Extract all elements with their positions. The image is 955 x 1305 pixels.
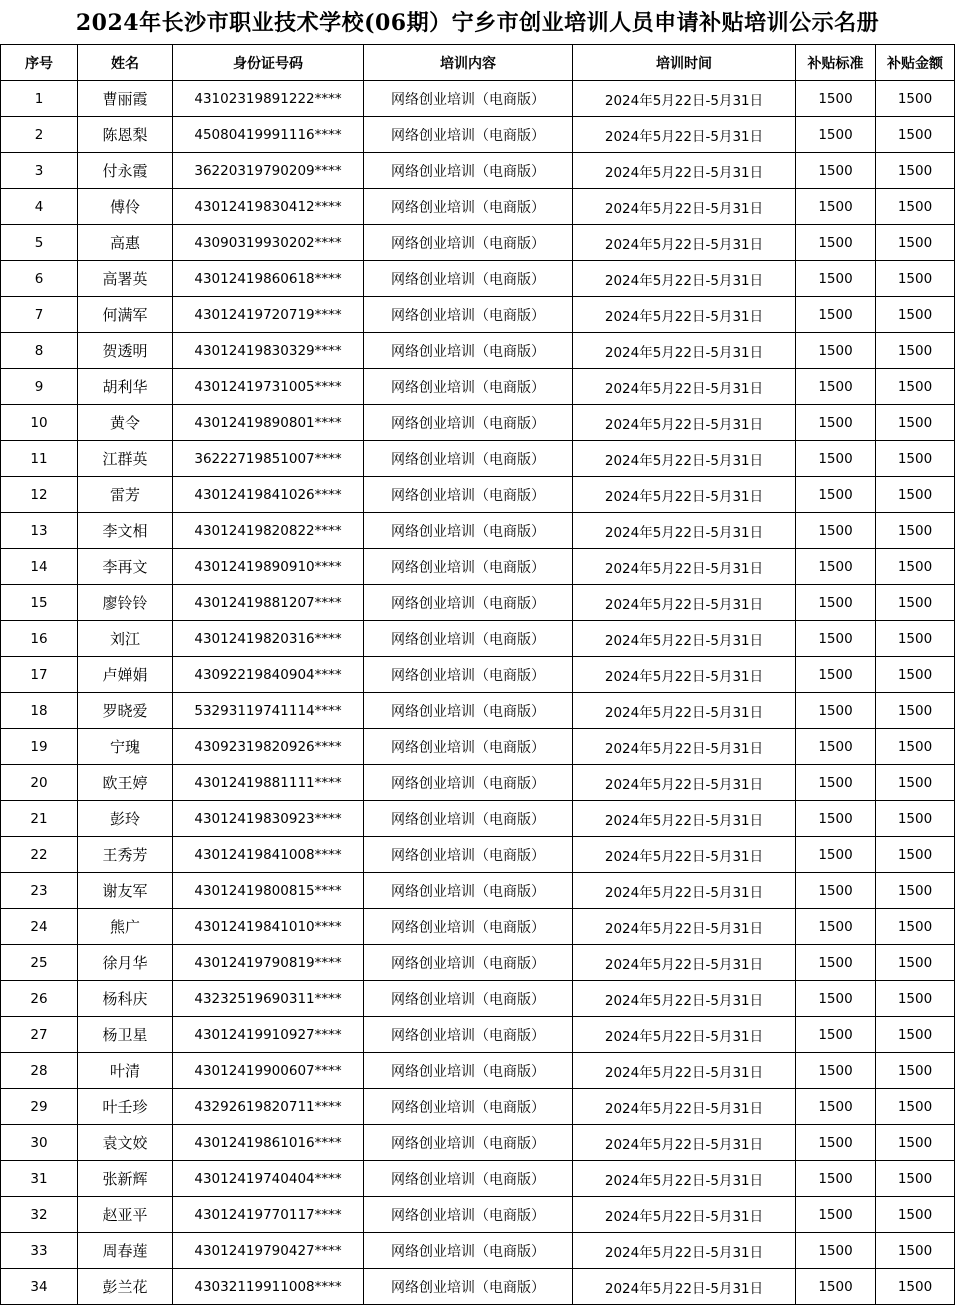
cell-seq: 22 (1, 837, 78, 873)
table-row (1, 693, 955, 729)
cell-subsidy-amount: 1500 (876, 513, 955, 549)
cell-id-number: 43012419800815**** (173, 873, 364, 909)
cell-training-time: 2024年5月22日-5月31日 (573, 1269, 796, 1305)
cell-subsidy-amount: 1500 (876, 945, 955, 981)
cell-subsidy-standard: 1500 (796, 1089, 876, 1125)
cell-subsidy-standard: 1500 (796, 981, 876, 1017)
cell-training-time: 2024年5月22日-5月31日 (573, 513, 796, 549)
cell-seq: 23 (1, 873, 78, 909)
table-row (1, 297, 955, 333)
cell-name: 曹丽霞 (78, 81, 173, 117)
cell-id-number: 43012419881111**** (173, 765, 364, 801)
cell-subsidy-amount: 1500 (876, 1233, 955, 1269)
cell-training-content: 网络创业培训（电商版） (364, 1089, 573, 1125)
cell-seq: 16 (1, 621, 78, 657)
cell-name: 熊广 (78, 909, 173, 945)
table-row (1, 1161, 955, 1197)
cell-training-content: 网络创业培训（电商版） (364, 225, 573, 261)
cell-name: 江群英 (78, 441, 173, 477)
cell-subsidy-standard: 1500 (796, 297, 876, 333)
cell-training-time: 2024年5月22日-5月31日 (573, 1197, 796, 1233)
cell-subsidy-amount: 1500 (876, 1269, 955, 1305)
cell-name: 何满军 (78, 297, 173, 333)
cell-name: 高署英 (78, 261, 173, 297)
table-row (1, 81, 955, 117)
cell-training-content: 网络创业培训（电商版） (364, 513, 573, 549)
cell-seq: 32 (1, 1197, 78, 1233)
cell-subsidy-standard: 1500 (796, 189, 876, 225)
cell-subsidy-standard: 1500 (796, 513, 876, 549)
cell-training-content: 网络创业培训（电商版） (364, 873, 573, 909)
cell-training-content: 网络创业培训（电商版） (364, 837, 573, 873)
table-row (1, 909, 955, 945)
cell-seq: 18 (1, 693, 78, 729)
cell-subsidy-amount: 1500 (876, 117, 955, 153)
cell-training-time: 2024年5月22日-5月31日 (573, 261, 796, 297)
cell-training-time: 2024年5月22日-5月31日 (573, 657, 796, 693)
cell-id-number: 53293119741114**** (173, 693, 364, 729)
cell-subsidy-amount: 1500 (876, 981, 955, 1017)
table-row (1, 549, 955, 585)
cell-subsidy-amount: 1500 (876, 441, 955, 477)
cell-subsidy-standard: 1500 (796, 1017, 876, 1053)
cell-subsidy-standard: 1500 (796, 549, 876, 585)
table-row (1, 657, 955, 693)
cell-subsidy-amount: 1500 (876, 1053, 955, 1089)
table-row (1, 225, 955, 261)
cell-name: 贺透明 (78, 333, 173, 369)
cell-id-number: 43012419841010**** (173, 909, 364, 945)
table-row (1, 369, 955, 405)
table-row (1, 621, 955, 657)
cell-seq: 29 (1, 1089, 78, 1125)
cell-seq: 4 (1, 189, 78, 225)
cell-name: 赵亚平 (78, 1197, 173, 1233)
cell-training-content: 网络创业培训（电商版） (364, 945, 573, 981)
cell-subsidy-amount: 1500 (876, 297, 955, 333)
cell-training-time: 2024年5月22日-5月31日 (573, 873, 796, 909)
cell-subsidy-standard: 1500 (796, 801, 876, 837)
table-row (1, 873, 955, 909)
cell-training-time: 2024年5月22日-5月31日 (573, 1053, 796, 1089)
cell-training-time: 2024年5月22日-5月31日 (573, 549, 796, 585)
cell-seq: 10 (1, 405, 78, 441)
table-row (1, 477, 955, 513)
cell-name: 李文相 (78, 513, 173, 549)
cell-seq: 33 (1, 1233, 78, 1269)
cell-training-time: 2024年5月22日-5月31日 (573, 405, 796, 441)
cell-seq: 7 (1, 297, 78, 333)
cell-subsidy-standard: 1500 (796, 369, 876, 405)
cell-training-content: 网络创业培训（电商版） (364, 153, 573, 189)
cell-name: 付永霞 (78, 153, 173, 189)
cell-training-time: 2024年5月22日-5月31日 (573, 729, 796, 765)
cell-training-time: 2024年5月22日-5月31日 (573, 117, 796, 153)
cell-id-number: 43090319930202**** (173, 225, 364, 261)
cell-id-number: 43012419790819**** (173, 945, 364, 981)
cell-subsidy-standard: 1500 (796, 81, 876, 117)
table-row (1, 405, 955, 441)
table-row (1, 117, 955, 153)
cell-name: 卢婵娟 (78, 657, 173, 693)
table-row (1, 261, 955, 297)
table-row (1, 513, 955, 549)
cell-training-content: 网络创业培训（电商版） (364, 1053, 573, 1089)
cell-training-time: 2024年5月22日-5月31日 (573, 801, 796, 837)
header-seq: 序号 (1, 45, 78, 81)
cell-subsidy-standard: 1500 (796, 765, 876, 801)
cell-seq: 13 (1, 513, 78, 549)
cell-training-content: 网络创业培训（电商版） (364, 261, 573, 297)
cell-subsidy-standard: 1500 (796, 1161, 876, 1197)
cell-subsidy-standard: 1500 (796, 873, 876, 909)
cell-training-time: 2024年5月22日-5月31日 (573, 225, 796, 261)
cell-training-time: 2024年5月22日-5月31日 (573, 153, 796, 189)
cell-training-content: 网络创业培训（电商版） (364, 765, 573, 801)
cell-seq: 15 (1, 585, 78, 621)
cell-training-time: 2024年5月22日-5月31日 (573, 81, 796, 117)
cell-name: 李再文 (78, 549, 173, 585)
cell-seq: 28 (1, 1053, 78, 1089)
cell-name: 黄令 (78, 405, 173, 441)
cell-id-number: 43012419820316**** (173, 621, 364, 657)
cell-seq: 9 (1, 369, 78, 405)
cell-subsidy-amount: 1500 (876, 693, 955, 729)
cell-name: 宁瑰 (78, 729, 173, 765)
cell-name: 雷芳 (78, 477, 173, 513)
cell-id-number: 43012419790427**** (173, 1233, 364, 1269)
header-subsidy-standard: 补贴标准 (796, 45, 876, 81)
cell-subsidy-standard: 1500 (796, 1197, 876, 1233)
cell-id-number: 43012419890801**** (173, 405, 364, 441)
cell-training-content: 网络创业培训（电商版） (364, 1125, 573, 1161)
cell-training-content: 网络创业培训（电商版） (364, 657, 573, 693)
cell-id-number: 36220319790209**** (173, 153, 364, 189)
header-subsidy-amount: 补贴金额 (876, 45, 955, 81)
cell-id-number: 43012419731005**** (173, 369, 364, 405)
cell-training-content: 网络创业培训（电商版） (364, 297, 573, 333)
cell-seq: 11 (1, 441, 78, 477)
cell-training-time: 2024年5月22日-5月31日 (573, 621, 796, 657)
cell-id-number: 43232519690311**** (173, 981, 364, 1017)
table-row (1, 729, 955, 765)
cell-training-time: 2024年5月22日-5月31日 (573, 981, 796, 1017)
cell-seq: 21 (1, 801, 78, 837)
cell-name: 张新辉 (78, 1161, 173, 1197)
cell-name: 刘江 (78, 621, 173, 657)
cell-training-time: 2024年5月22日-5月31日 (573, 1089, 796, 1125)
cell-id-number: 36222719851007**** (173, 441, 364, 477)
table-row (1, 153, 955, 189)
cell-subsidy-amount: 1500 (876, 1017, 955, 1053)
cell-training-content: 网络创业培训（电商版） (364, 117, 573, 153)
cell-id-number: 43012419770117**** (173, 1197, 364, 1233)
cell-id-number: 43092319820926**** (173, 729, 364, 765)
cell-seq: 2 (1, 117, 78, 153)
cell-subsidy-amount: 1500 (876, 1161, 955, 1197)
cell-name: 王秀芳 (78, 837, 173, 873)
cell-subsidy-amount: 1500 (876, 801, 955, 837)
cell-name: 袁文姣 (78, 1125, 173, 1161)
header-name: 姓名 (78, 45, 173, 81)
cell-subsidy-amount: 1500 (876, 729, 955, 765)
cell-training-content: 网络创业培训（电商版） (364, 333, 573, 369)
cell-subsidy-amount: 1500 (876, 369, 955, 405)
cell-name: 徐月华 (78, 945, 173, 981)
header-id-number: 身份证号码 (173, 45, 364, 81)
cell-seq: 26 (1, 981, 78, 1017)
cell-name: 彭兰花 (78, 1269, 173, 1305)
cell-id-number: 43092219840904**** (173, 657, 364, 693)
cell-training-content: 网络创业培训（电商版） (364, 1017, 573, 1053)
cell-subsidy-standard: 1500 (796, 729, 876, 765)
cell-training-content: 网络创业培训（电商版） (364, 621, 573, 657)
cell-training-time: 2024年5月22日-5月31日 (573, 1161, 796, 1197)
cell-training-content: 网络创业培训（电商版） (364, 1197, 573, 1233)
cell-name: 周春莲 (78, 1233, 173, 1269)
cell-training-time: 2024年5月22日-5月31日 (573, 189, 796, 225)
cell-training-content: 网络创业培训（电商版） (364, 549, 573, 585)
cell-subsidy-standard: 1500 (796, 1125, 876, 1161)
table-row (1, 1269, 955, 1305)
cell-training-content: 网络创业培训（电商版） (364, 189, 573, 225)
cell-seq: 1 (1, 81, 78, 117)
cell-id-number: 43012419830329**** (173, 333, 364, 369)
cell-subsidy-amount: 1500 (876, 261, 955, 297)
cell-subsidy-amount: 1500 (876, 1197, 955, 1233)
cell-id-number: 43012419740404**** (173, 1161, 364, 1197)
table-row (1, 801, 955, 837)
cell-subsidy-standard: 1500 (796, 657, 876, 693)
cell-subsidy-standard: 1500 (796, 945, 876, 981)
table-row (1, 585, 955, 621)
cell-seq: 27 (1, 1017, 78, 1053)
cell-name: 陈恩梨 (78, 117, 173, 153)
cell-training-time: 2024年5月22日-5月31日 (573, 765, 796, 801)
cell-id-number: 43012419720719**** (173, 297, 364, 333)
cell-training-content: 网络创业培训（电商版） (364, 1269, 573, 1305)
cell-seq: 24 (1, 909, 78, 945)
cell-subsidy-standard: 1500 (796, 117, 876, 153)
cell-subsidy-standard: 1500 (796, 333, 876, 369)
cell-training-content: 网络创业培训（电商版） (364, 1161, 573, 1197)
cell-id-number: 43012419860618**** (173, 261, 364, 297)
cell-training-content: 网络创业培训（电商版） (364, 729, 573, 765)
cell-training-content: 网络创业培训（电商版） (364, 909, 573, 945)
cell-subsidy-amount: 1500 (876, 225, 955, 261)
cell-id-number: 43012419890910**** (173, 549, 364, 585)
subsidy-table (0, 44, 955, 1305)
cell-seq: 19 (1, 729, 78, 765)
cell-id-number: 43012419861016**** (173, 1125, 364, 1161)
cell-training-time: 2024年5月22日-5月31日 (573, 585, 796, 621)
cell-training-time: 2024年5月22日-5月31日 (573, 1233, 796, 1269)
table-row (1, 765, 955, 801)
cell-id-number: 43012419910927**** (173, 1017, 364, 1053)
cell-subsidy-amount: 1500 (876, 765, 955, 801)
cell-id-number: 43102319891222**** (173, 81, 364, 117)
cell-name: 叶壬珍 (78, 1089, 173, 1125)
cell-subsidy-amount: 1500 (876, 873, 955, 909)
cell-name: 谢友军 (78, 873, 173, 909)
cell-subsidy-standard: 1500 (796, 1053, 876, 1089)
cell-seq: 17 (1, 657, 78, 693)
cell-name: 罗晓爱 (78, 693, 173, 729)
table-row (1, 189, 955, 225)
cell-id-number: 43012419900607**** (173, 1053, 364, 1089)
cell-training-content: 网络创业培训（电商版） (364, 693, 573, 729)
cell-seq: 20 (1, 765, 78, 801)
table-row (1, 981, 955, 1017)
cell-subsidy-amount: 1500 (876, 837, 955, 873)
cell-subsidy-amount: 1500 (876, 1089, 955, 1125)
cell-subsidy-standard: 1500 (796, 1269, 876, 1305)
cell-id-number: 43292619820711**** (173, 1089, 364, 1125)
cell-seq: 8 (1, 333, 78, 369)
cell-training-content: 网络创业培训（电商版） (364, 81, 573, 117)
cell-training-content: 网络创业培训（电商版） (364, 1233, 573, 1269)
table-row (1, 1197, 955, 1233)
cell-training-content: 网络创业培训（电商版） (364, 801, 573, 837)
cell-seq: 6 (1, 261, 78, 297)
cell-id-number: 43012419830923**** (173, 801, 364, 837)
cell-subsidy-amount: 1500 (876, 549, 955, 585)
cell-training-time: 2024年5月22日-5月31日 (573, 693, 796, 729)
cell-name: 傅伶 (78, 189, 173, 225)
cell-subsidy-amount: 1500 (876, 621, 955, 657)
cell-training-time: 2024年5月22日-5月31日 (573, 1017, 796, 1053)
cell-subsidy-amount: 1500 (876, 585, 955, 621)
cell-training-content: 网络创业培训（电商版） (364, 585, 573, 621)
table-row (1, 1125, 955, 1161)
cell-training-content: 网络创业培训（电商版） (364, 441, 573, 477)
cell-subsidy-amount: 1500 (876, 1125, 955, 1161)
table-row (1, 1233, 955, 1269)
cell-subsidy-standard: 1500 (796, 225, 876, 261)
cell-name: 胡利华 (78, 369, 173, 405)
cell-subsidy-standard: 1500 (796, 441, 876, 477)
cell-training-content: 网络创业培训（电商版） (364, 981, 573, 1017)
cell-training-time: 2024年5月22日-5月31日 (573, 837, 796, 873)
cell-subsidy-amount: 1500 (876, 477, 955, 513)
cell-training-content: 网络创业培训（电商版） (364, 405, 573, 441)
cell-seq: 34 (1, 1269, 78, 1305)
cell-training-time: 2024年5月22日-5月31日 (573, 1125, 796, 1161)
cell-subsidy-amount: 1500 (876, 657, 955, 693)
header-row (1, 45, 955, 81)
cell-training-content: 网络创业培训（电商版） (364, 369, 573, 405)
cell-subsidy-amount: 1500 (876, 81, 955, 117)
cell-id-number: 43012419881207**** (173, 585, 364, 621)
cell-subsidy-amount: 1500 (876, 333, 955, 369)
cell-subsidy-standard: 1500 (796, 585, 876, 621)
table-row (1, 1017, 955, 1053)
table-row (1, 1053, 955, 1089)
cell-subsidy-standard: 1500 (796, 621, 876, 657)
cell-subsidy-standard: 1500 (796, 837, 876, 873)
cell-subsidy-standard: 1500 (796, 909, 876, 945)
cell-training-content: 网络创业培训（电商版） (364, 477, 573, 513)
cell-id-number: 43012419841008**** (173, 837, 364, 873)
cell-seq: 25 (1, 945, 78, 981)
cell-subsidy-standard: 1500 (796, 1233, 876, 1269)
table-row (1, 441, 955, 477)
cell-name: 欧王婷 (78, 765, 173, 801)
cell-seq: 12 (1, 477, 78, 513)
cell-seq: 31 (1, 1161, 78, 1197)
cell-subsidy-standard: 1500 (796, 693, 876, 729)
cell-training-time: 2024年5月22日-5月31日 (573, 477, 796, 513)
cell-seq: 14 (1, 549, 78, 585)
cell-name: 杨科庆 (78, 981, 173, 1017)
table-row (1, 945, 955, 981)
cell-training-time: 2024年5月22日-5月31日 (573, 909, 796, 945)
cell-id-number: 43012419820822**** (173, 513, 364, 549)
cell-id-number: 45080419991116**** (173, 117, 364, 153)
cell-id-number: 43032119911008**** (173, 1269, 364, 1305)
cell-subsidy-amount: 1500 (876, 153, 955, 189)
cell-subsidy-standard: 1500 (796, 153, 876, 189)
page-title: 2024年长沙市职业技术学校(06期）宁乡市创业培训人员申请补贴培训公示名册 (75, 10, 880, 36)
cell-subsidy-standard: 1500 (796, 477, 876, 513)
cell-training-time: 2024年5月22日-5月31日 (573, 441, 796, 477)
cell-seq: 30 (1, 1125, 78, 1161)
cell-subsidy-standard: 1500 (796, 261, 876, 297)
table-row (1, 333, 955, 369)
cell-name: 廖铃铃 (78, 585, 173, 621)
cell-id-number: 43012419841026**** (173, 477, 364, 513)
table-row (1, 837, 955, 873)
cell-name: 高惠 (78, 225, 173, 261)
header-training-content: 培训内容 (364, 45, 573, 81)
cell-seq: 3 (1, 153, 78, 189)
cell-training-time: 2024年5月22日-5月31日 (573, 333, 796, 369)
cell-name: 叶清 (78, 1053, 173, 1089)
table-row (1, 1089, 955, 1125)
cell-seq: 5 (1, 225, 78, 261)
cell-name: 彭玲 (78, 801, 173, 837)
cell-subsidy-amount: 1500 (876, 405, 955, 441)
cell-training-time: 2024年5月22日-5月31日 (573, 945, 796, 981)
cell-subsidy-standard: 1500 (796, 405, 876, 441)
cell-id-number: 43012419830412**** (173, 189, 364, 225)
cell-training-time: 2024年5月22日-5月31日 (573, 297, 796, 333)
header-training-time: 培训时间 (573, 45, 796, 81)
cell-name: 杨卫星 (78, 1017, 173, 1053)
cell-training-time: 2024年5月22日-5月31日 (573, 369, 796, 405)
cell-subsidy-amount: 1500 (876, 909, 955, 945)
cell-subsidy-amount: 1500 (876, 189, 955, 225)
